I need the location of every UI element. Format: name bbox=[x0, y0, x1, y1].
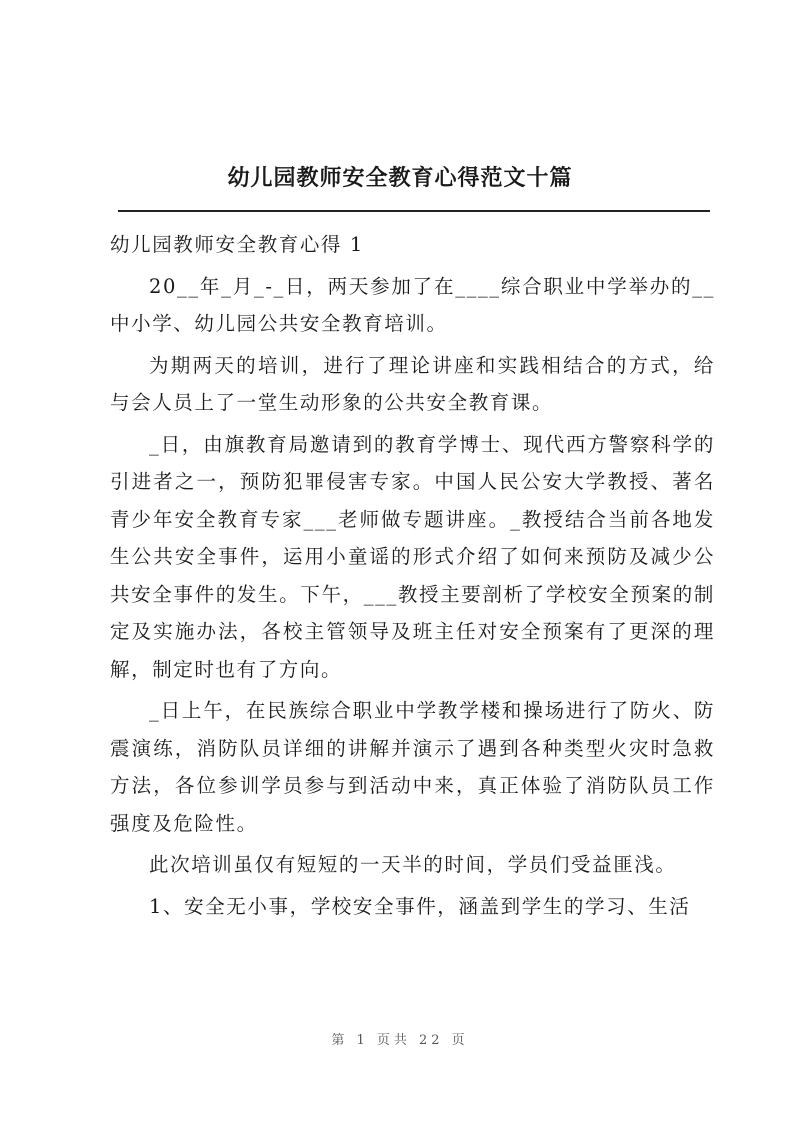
paragraph: 此次培训虽仅有短短的一天半的时间，学员们受益匪浅。 bbox=[149, 853, 677, 876]
section-heading: 幼儿园教师安全教育心得 1 bbox=[110, 233, 364, 256]
page-title: 幼儿园教师安全教育心得范文十篇 bbox=[227, 165, 573, 191]
paragraph: _日上午，在民族综合职业中学教学楼和操场进行了防火、防震演练，消防队员详细的讲解并演示了遇到各种类型火灾时急救方法，各位参训学员参与到活动中来，真正体验了消防队员工作强度及危险性。 bbox=[110, 699, 715, 835]
paragraph: 为期两天的培训，进行了理论讲座和实践相结合的方式，给与会人员上了一堂生动形象的公共安全教育课。 bbox=[110, 353, 715, 414]
page-number-footer: 第 1 页共 22 页 bbox=[331, 1033, 469, 1048]
paragraph: _日，由旗教育局邀请到的教育学博士、现代西方警察科学的引进者之一，预防犯罪侵害专家。中国人民公安大学教授、著名青少年安全教育专家___老师做专题讲座。_教授结合当前各地发生公共安全事件，运用小童谣的形式介绍了如何来预防及减少公共安全事件的发生。下午，___教授主要剖析了学校安全预案的制定及实施办法，各校主管领导及班主任对安全预案有了更深的理解，制定时也有了方向。 bbox=[110, 432, 715, 681]
title-divider bbox=[118, 210, 710, 212]
paragraph: 20__年_月_-_日，两天参加了在____综合职业中学举办的__中小学、幼儿园公共安全教育培训。 bbox=[110, 274, 715, 335]
paragraph: 1、安全无小事，学校安全事件，涵盖到学生的学习、生活 bbox=[149, 894, 691, 918]
document-body bbox=[110, 225, 715, 925]
